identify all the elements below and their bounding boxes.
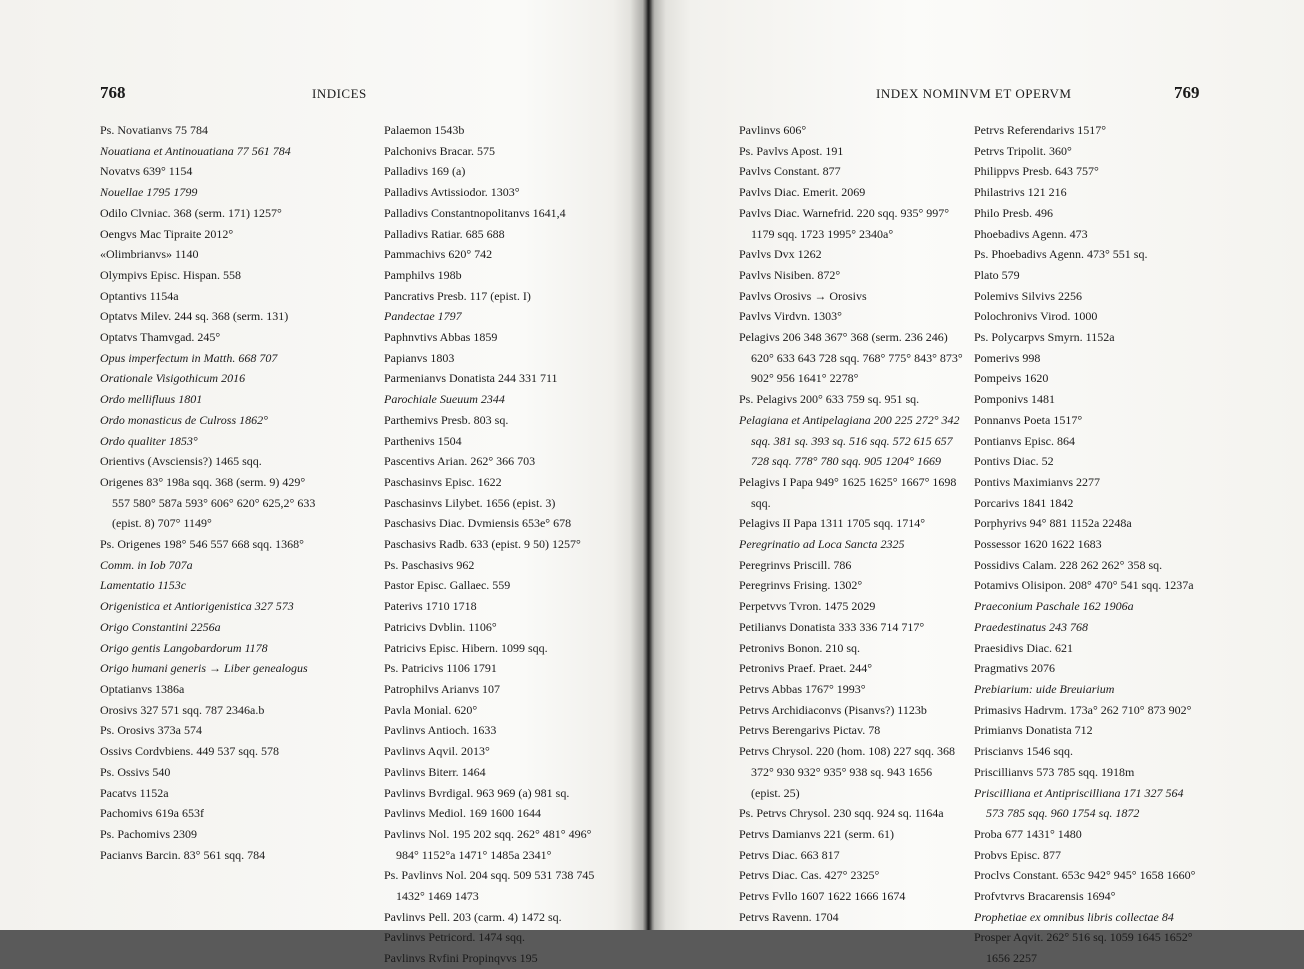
index-entry: Petrvs Fvllo 1607 1622 1666 1674 [739,889,906,904]
index-entry: Pacatvs 1152a [100,785,169,800]
index-entry: Odilo Clvniac. 368 (serm. 171) 1257° [100,205,282,220]
index-entry: Ordo qualiter 1853° [100,433,198,448]
index-entry: Pavlinvs Antioch. 1633 [384,723,497,738]
index-entry: Papianvs 1803 [384,350,455,365]
index-entry: Petrvs Archidiaconvs (Pisanvs?) 1123b [739,702,927,717]
index-entry: Optatvs Thamvgad. 245° [100,330,221,345]
index-entry: Pontianvs Episc. 864 [974,433,1075,448]
index-entry: Paphnvtivs Abbas 1859 [384,330,498,345]
index-entry: Porphyrivs 94° 881 1152a 2248a [974,516,1132,531]
page-number: 768 [100,83,126,102]
index-entry: Pomponivs 1481 [974,392,1056,407]
index-entry: Pavlvs Diac. Warnefrid. 220 sqq. 935° 997° 1179 sqq. 1723 1995° 2340a° [739,205,950,241]
index-column-right [974,120,1199,969]
index-entry: Palladivs 169 (a) [384,164,466,179]
index-entry: Comm. in Iob 707a [100,557,193,572]
index-entry: Origo gentis Langobardorum 1178 [100,640,268,655]
index-entry: Pontivs Maximianvs 2277 [974,474,1101,489]
index-entry: Philastrivs 121 216 [974,185,1067,200]
index-entry: Plato 579 [974,267,1020,282]
index-entry: Pamphilvs 198b [384,267,462,282]
index-entry: Philo Presb. 496 [974,205,1054,220]
index-entry: Palladivs Ratiar. 685 688 [384,226,505,241]
index-entry: Petrvs Berengarivs Pictav. 78 [739,723,881,738]
index-entry: Perpetvvs Tvron. 1475 2029 [739,599,876,614]
index-entry: Pavlvs Constant. 877 [739,164,841,179]
index-entry: Pascentivs Arian. 262° 366 703 [384,454,536,469]
index-entry: Peregrinatio ad Loca Sancta 2325 [739,537,905,552]
index-entry: Petrvs Diac. 663 817 [739,847,840,862]
index-entry: Oengvs Mac Tipraite 2012° [100,226,234,241]
index-entry: Palaemon 1543b [384,123,465,137]
index-entry: Petronivs Bonon. 210 sq. [739,640,861,655]
index-entry: Paschasinvs Episc. 1622 [384,474,502,489]
index-entry: Paschasivs Radb. 633 (epist. 9 50) 1257° [384,537,581,552]
index-entry: Praeconium Paschale 162 1906a [974,599,1134,614]
index-entry: Pachomivs 619a 653f [100,806,204,821]
index-entry: Pavlvs Dvx 1262 [739,247,822,262]
index-entry: Peregrinvs Priscill. 786 [739,557,852,572]
index-entry: Petrvs Chrysol. 220 (hom. 108) 227 sqq. 368 372° 930 932° 935° 938 sq. 943 1656 (epist. 25) [739,744,955,800]
index-entry: Phoebadivs Agenn. 473 [974,226,1088,241]
index-entry: Petrvs Abbas 1767° 1993° [739,681,866,696]
index-entry: Pelagivs I Papa 949° 1625 1625° 1667° 1698 sqq. [739,474,957,510]
index-entry: Lamentatio 1153c [100,578,187,593]
index-entry: Pontivs Diac. 52 [974,454,1054,469]
index-entry: Porcarivs 1841 1842 [974,495,1074,510]
index-entry: Ps. Patricivs 1106 1791 [384,661,497,676]
index-entry: Pomerivs 998 [974,350,1041,365]
index-entry: Petronivs Praef. Praet. 244° [739,661,873,676]
index-entry: Polemivs Silvivs 2256 [974,288,1083,303]
page-number: 769 [1174,83,1200,102]
index-entry: Nouellae 1795 1799 [100,185,198,200]
index-entry: Ordo mellifluus 1801 [100,392,203,407]
index-entry: Optatianvs 1386a [100,681,185,696]
index-entry: Pragmativs 2076 [974,661,1055,676]
index-entry: Pacianvs Barcin. 83° 561 sqq. 784 [100,847,266,862]
index-entry: Patricivs Episc. Hibern. 1099 sqq. [384,640,548,655]
index-entry: Pavlinvs Bvrdigal. 963 969 (a) 981 sq. [384,785,570,800]
index-entry: Palladivs Constantnopolitanvs 1641,4 [384,205,566,220]
index-entry: Pavlinvs Mediol. 169 1600 1644 [384,806,542,821]
index-entry: Paterivs 1710 1718 [384,599,477,614]
index-entry: Pompeivs 1620 [974,371,1049,386]
index-entry: Paschasivs Diac. Dvmiensis 653e° 678 [384,516,572,531]
left-page [0,0,650,966]
index-entry: Novatvs 639° 1154 [100,164,193,179]
index-entry: Possessor 1620 1622 1683 [974,537,1102,552]
index-entry: Orationale Visigothicum 2016 [100,371,246,386]
index-entry: Praesidivs Diac. 621 [974,640,1073,655]
index-entry: Prosper Aqvit. 262° 516 sq. 1059 1645 1652° 1656 2257 [974,930,1193,966]
running-head: INDEX NOMINVM ET OPERVM [876,86,1072,101]
index-entry: Prebiarium: uide Breuiarium [974,681,1115,696]
index-entry: «Olimbrianvs» 1140 [100,247,199,262]
index-entry: Origo humani generis → Liber genealogus [100,661,308,676]
index-entry: Profvtvrvs Bracarensis 1694° [974,889,1116,904]
index-entry: Proba 677 1431° 1480 [974,826,1082,841]
index-entry: Pelagivs II Papa 1311 1705 sqq. 1714° [739,516,926,531]
index-column-left [100,120,322,865]
index-entry: Ps. Pavlvs Apost. 191 [739,143,844,158]
index-entry: Nouatiana et Antinouatiana 77 561 784 [100,143,291,158]
index-entry: Proclvs Constant. 653c 942° 945° 1658 1660° [974,868,1196,883]
index-entry: Ps. Pavlinvs Nol. 204 sqq. 509 531 738 745 1432° 1469 1473 [384,868,595,904]
index-entry: Ps. Petrvs Chrysol. 230 sqq. 924 sq. 1164a [739,806,944,821]
index-entry: Paschasinvs Lilybet. 1656 (epist. 3) [384,495,556,510]
index-entry: Parmenianvs Donatista 244 331 711 [384,371,558,386]
index-entry: Ps. Pelagivs 200° 633 759 sq. 951 sq. [739,392,920,407]
index-entry: Opus imperfectum in Matth. 668 707 [100,350,278,365]
index-entry: Ps. Polycarpvs Smyrn. 1152a [974,330,1115,345]
index-entry: Pavlvs Diac. Emerit. 2069 [739,185,866,200]
index-entry: Origo Constantini 2256a [100,619,221,634]
index-entry: Patricivs Dvblin. 1106° [384,619,497,634]
index-entry: Probvs Episc. 877 [974,847,1061,862]
index-entry: Priscianvs 1546 sqq. [974,744,1073,759]
index-entry: Primianvs Donatista 712 [974,723,1093,738]
index-entry: Parochiale Sueuum 2344 [384,392,505,407]
index-entry: Possidivs Calam. 228 262 262° 358 sq. [974,557,1163,572]
index-entry: Pammachivs 620° 742 [384,247,493,262]
index-entry: Pavlinvs Rvfini Propinqvvs 195 [384,951,538,966]
index-entry: Pavlinvs Petricord. 1474 sqq. [384,930,525,945]
index-column-left [739,120,964,927]
index-entry: Polochronivs Virod. 1000 [974,309,1098,324]
index-entry: Pelagiana et Antipelagiana 200 225 272° 342 sqq. 381 sq. 393 sq. 516 sqq. 572 615 657 728 sqq. 778° 780 sqq. 905 1204° 1669 [739,412,960,469]
index-entry: Olympivs Episc. Hispan. 558 [100,267,241,282]
index-entry: Ps. Origenes 198° 546 557 668 sqq. 1368° [100,537,304,552]
index-entry: Ps. Paschasivs 962 [384,557,475,572]
index-column-right [384,120,609,969]
index-entry: Ps. Orosivs 373a 574 [100,723,203,738]
index-entry: Philippvs Presb. 643 757° [974,164,1099,179]
index-entry: Orosivs 327 571 sqq. 787 2346a.b [100,702,265,717]
index-entry: Palladivs Avtissiodor. 1303° [384,185,520,200]
index-entry: Ps. Phoebadivs Agenn. 473° 551 sq. [974,247,1148,262]
index-entry: Pavlinvs Nol. 195 202 sqq. 262° 481° 496° 984° 1152°a 1471° 1485a 2341° [384,826,592,862]
index-entry: Petrvs Tripolit. 360° [974,143,1072,158]
index-entry: Orientivs (Avsciensis?) 1465 sqq. [100,454,262,469]
index-entry: Pavlvs Virdvn. 1303° [739,309,842,324]
index-entry: Petrvs Diac. Cas. 427° 2325° [739,868,880,883]
index-entry: Parthemivs Presb. 803 sq. [384,412,509,427]
index-entry: Pelagivs 206 348 367° 368 (serm. 236 246) 620° 633 643 728 sqq. 768° 775° 843° 873° 902° 956 1641° 2278° [739,330,963,386]
index-entry: Pavlinvs 606° [739,123,807,137]
index-entry: Patrophilvs Arianvs 107 [384,681,500,696]
index-entry: Pavlinvs Biterr. 1464 [384,764,486,779]
index-entry: Optantivs 1154a [100,288,179,303]
index-entry: Petrvs Referendarivs 1517° [974,123,1107,137]
index-entry: Potamivs Olisipon. 208° 470° 541 sqq. 1237a [974,578,1194,593]
index-entry: Ponnanvs Poeta 1517° [974,412,1083,427]
index-entry: Petrvs Damianvs 221 (serm. 61) [739,826,894,841]
index-entry: Ps. Pachomivs 2309 [100,826,198,841]
index-entry: Ps. Novatianvs 75 784 [100,123,208,137]
index-entry: Pancrativs Presb. 117 (epist. I) [384,288,531,303]
index-entry: Petilianvs Donatista 333 336 714 717° [739,619,925,634]
index-entry: Pavlvs Nisiben. 872° [739,267,841,282]
index-entry: Palchonivs Bracar. 575 [384,143,495,158]
index-entry: Parthenivs 1504 [384,433,462,448]
index-entry: Pavlvs Orosivs → Orosivs [739,288,867,303]
index-entry: Ossivs Cordvbiens. 449 537 sqq. 578 [100,744,280,759]
running-head: INDICES [312,86,367,101]
index-entry: Prophetiae ex omnibus libris collectae 84 [974,909,1174,924]
index-entry: Peregrinvs Frising. 1302° [739,578,863,593]
index-entry: Optatvs Milev. 244 sq. 368 (serm. 131) [100,309,289,324]
index-entry: Origenes 83° 198a sqq. 368 (serm. 9) 429° 557 580° 587a 593° 606° 620° 625,2° 633 (epist. 8) 707° 1149° [100,474,316,531]
index-entry: Pandectae 1797 [384,309,462,324]
index-entry: Pastor Episc. Gallaec. 559 [384,578,511,593]
index-entry: Ordo monasticus de Culross 1862° [100,412,268,427]
index-entry: Priscillianvs 573 785 sqq. 1918m [974,764,1135,779]
index-entry: Pavlinvs Aqvil. 2013° [384,744,490,759]
index-entry: Praedestinatus 243 768 [974,619,1088,634]
index-entry: Priscilliana et Antipriscilliana 171 327 564 573 785 sqq. 960 1754 sq. 1872 [974,785,1184,821]
index-entry: Primasivs Hadrvm. 173a° 262 710° 873 902° [974,702,1192,717]
index-entry: Pavlinvs Pell. 203 (carm. 4) 1472 sq. [384,909,562,924]
index-entry: Petrvs Ravenn. 1704 [739,909,839,924]
right-page [654,0,1304,966]
index-entry: Ps. Ossivs 540 [100,764,171,779]
index-entry: Pavla Monial. 620° [384,702,478,717]
index-entry: Origenistica et Antiorigenistica 327 573 [100,599,294,614]
